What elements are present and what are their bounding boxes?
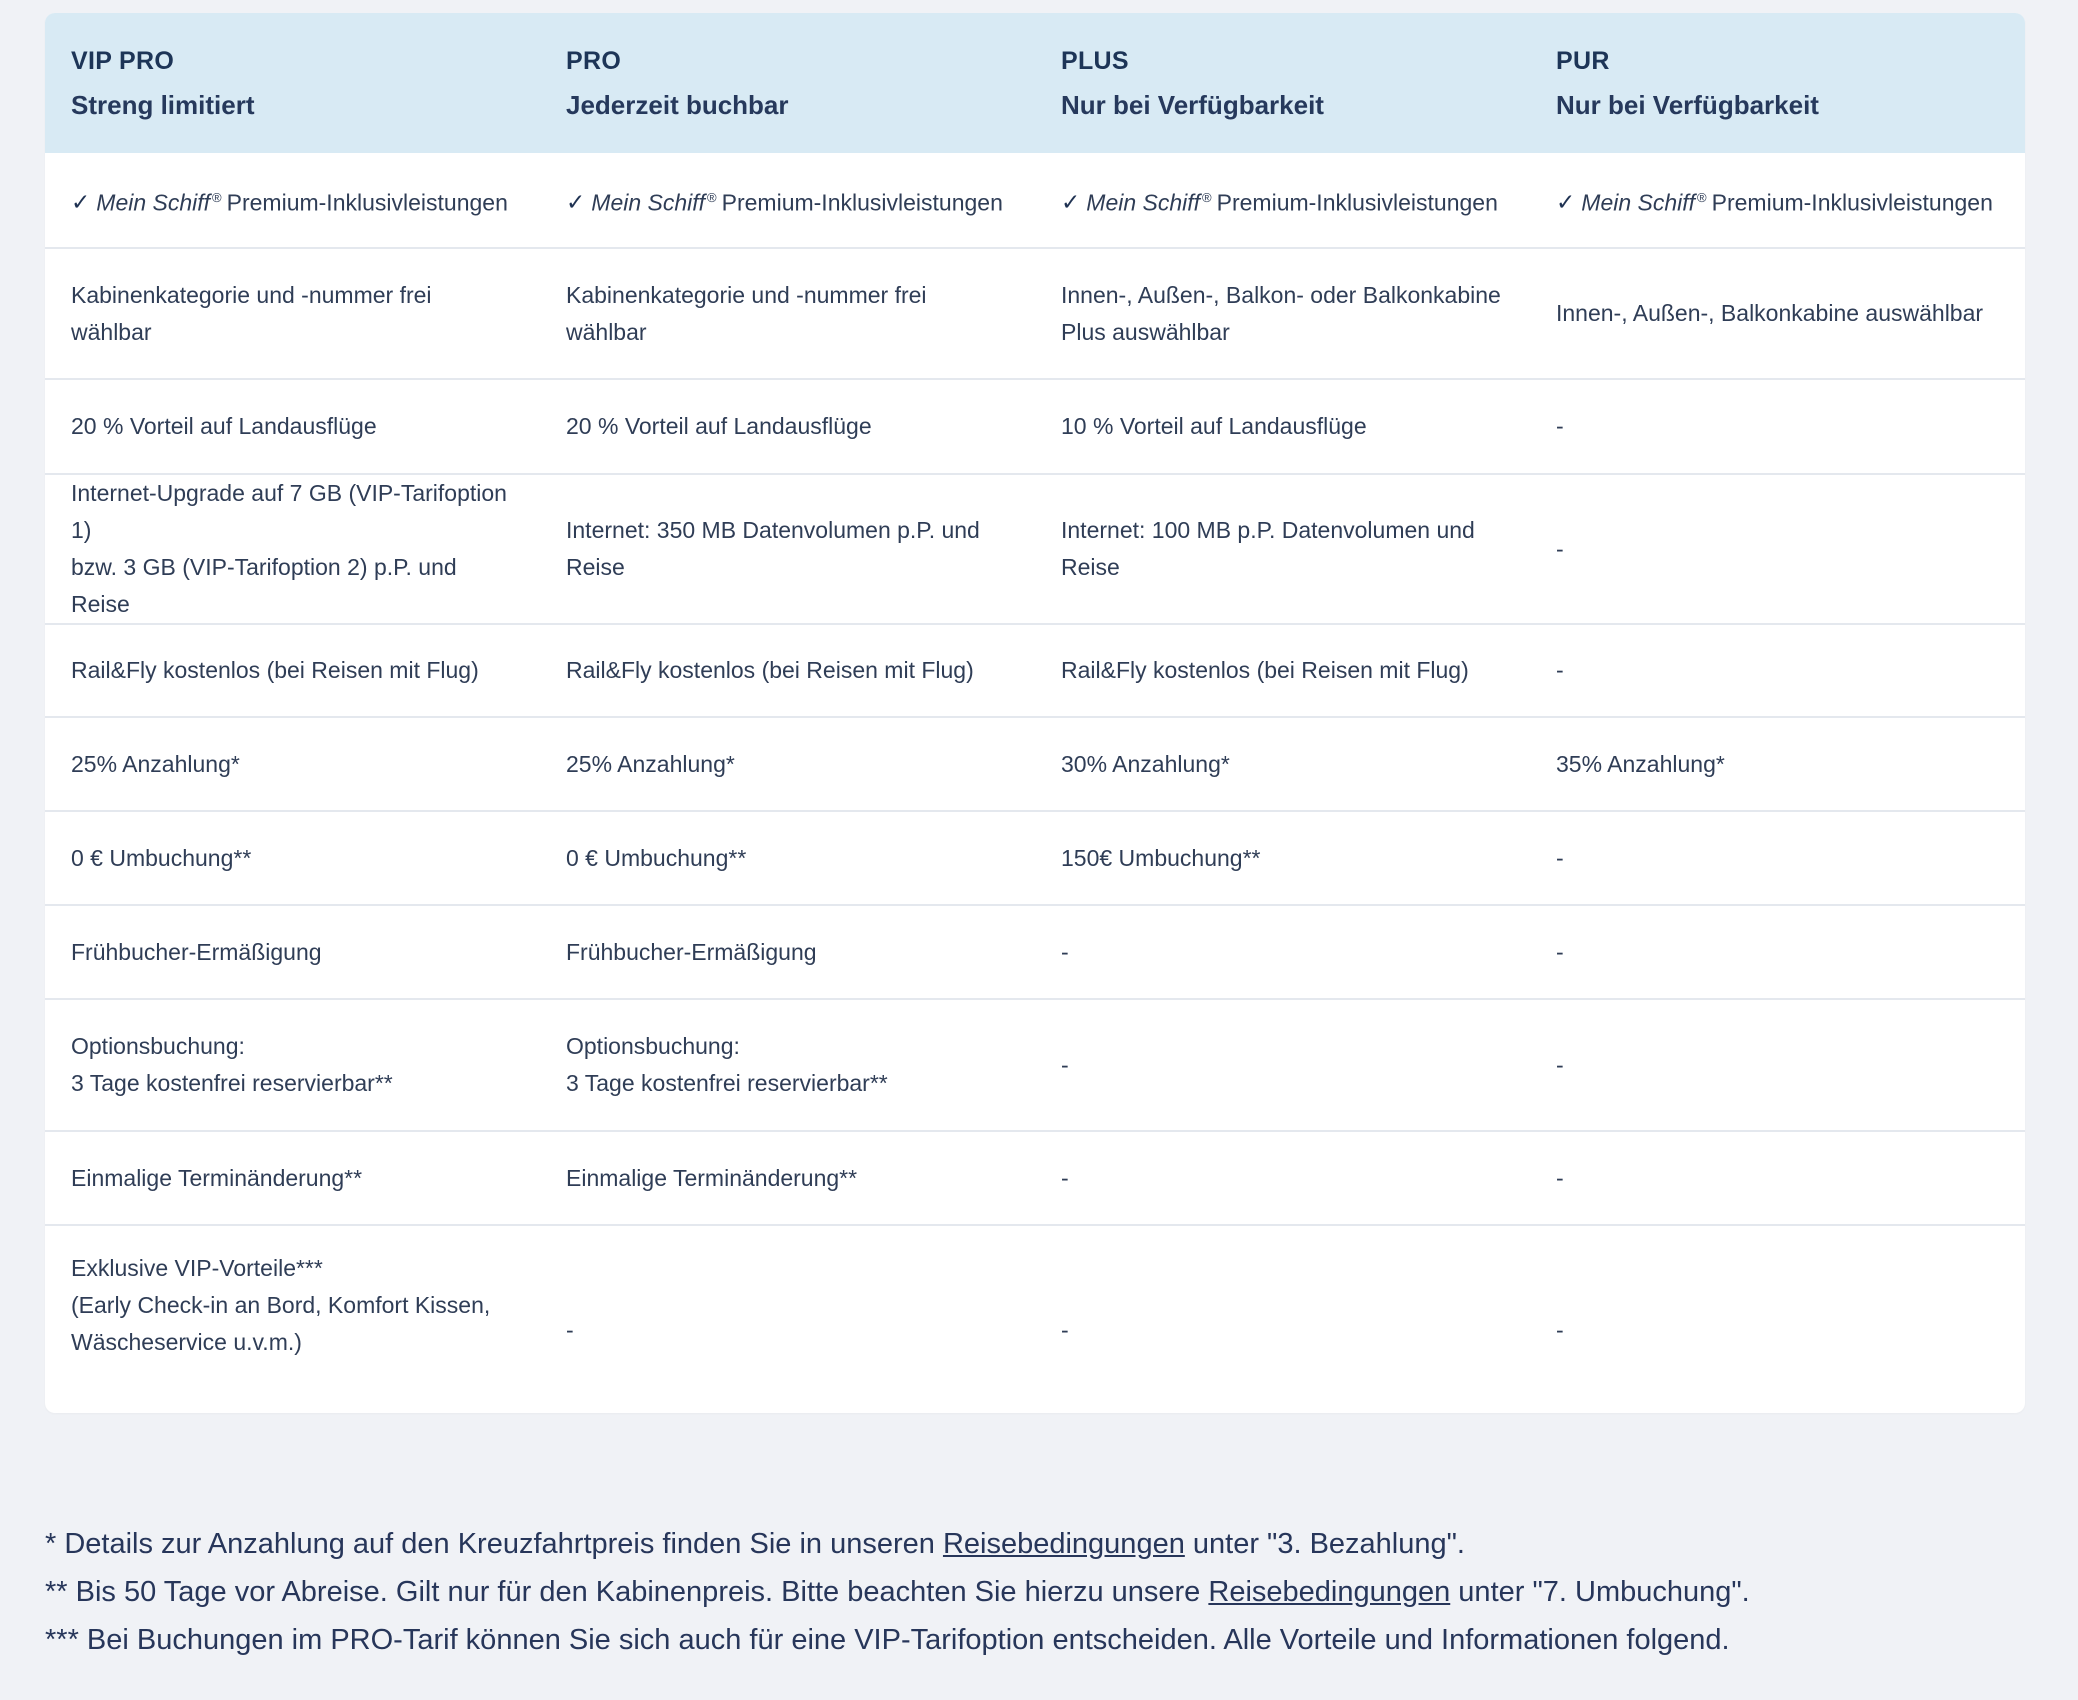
table-cell: Rail&Fly kostenlos (bei Reisen mit Flug) (45, 624, 540, 717)
table-row (45, 811, 2025, 905)
footnote-vip: *** Bei Buchungen im PRO-Tarif können Sie sich auch für eine VIP-Tarifoption entscheiden. Alle Vorteile und Informationen folgend. (45, 1624, 1730, 1656)
table-cell: - (1530, 624, 2025, 717)
inclusive-text: Premium-Inklusivleistungen (226, 189, 508, 216)
footnote-text: * Details zur Anzahlung auf den Kreuzfahrtpreis finden Sie in unseren (45, 1528, 943, 1560)
table-cell (45, 153, 540, 248)
table-cell: - (540, 1225, 1035, 1413)
table-cell (1530, 153, 2025, 248)
table-cell: - (1530, 379, 2025, 474)
table-cell: Rail&Fly kostenlos (bei Reisen mit Flug) (1035, 624, 1530, 717)
table-cell: - (1530, 1225, 2025, 1413)
tier-availability: Nur bei Verfügbarkeit (1556, 90, 1819, 120)
registered-mark: ® (1202, 189, 1212, 205)
table-row (45, 474, 2025, 624)
table-cell: Internet-Upgrade auf 7 GB (VIP-Tarifoption 1) bzw. 3 GB (VIP-Tarifoption 2) p.P. und Reise (45, 474, 540, 624)
table-cell: 20 % Vorteil auf Landausflüge (45, 379, 540, 474)
inclusive-text: Premium-Inklusivleistungen (1216, 189, 1498, 216)
table-cell (540, 153, 1035, 248)
table-cell: - (1530, 474, 2025, 624)
table-cell: - (1530, 811, 2025, 905)
tier-header-vip-pro (45, 13, 540, 153)
registered-mark: ® (707, 189, 717, 205)
table-cell: Internet: 100 MB p.P. Datenvolumen und Reise (1035, 474, 1530, 624)
table-row (45, 999, 2025, 1131)
checkmark-icon: ✓ (566, 189, 586, 216)
checkmark-icon: ✓ (1061, 189, 1081, 216)
table-cell (1035, 153, 1530, 248)
table-row (45, 379, 2025, 474)
table-cell: Optionsbuchung: 3 Tage kostenfrei reservierbar** (540, 999, 1035, 1131)
tier-availability: Nur bei Verfügbarkeit (1061, 90, 1324, 120)
table-cell: Optionsbuchung: 3 Tage kostenfrei reservierbar** (45, 999, 540, 1131)
table-cell: 25% Anzahlung* (45, 717, 540, 811)
table-cell: - (1035, 1131, 1530, 1225)
table-cell: Internet: 350 MB Datenvolumen p.P. und Reise (540, 474, 1035, 624)
tariff-comparison-card (45, 13, 2025, 1413)
footnote-text: unter "7. Umbuchung". (1450, 1576, 1750, 1608)
registered-mark: ® (212, 189, 222, 205)
table-cell: Kabinenkategorie und -nummer frei wählbar (540, 248, 1035, 379)
table-cell: 35% Anzahlung* (1530, 717, 2025, 811)
footnotes (45, 1520, 2025, 1664)
tier-name: PLUS (1061, 47, 1129, 75)
table-cell: - (1530, 905, 2025, 999)
brand-name: Mein Schiff (591, 189, 706, 216)
table-row-inclusive (45, 153, 2025, 248)
table-cell: 0 € Umbuchung** (540, 811, 1035, 905)
table-cell: Frühbucher-Ermäßigung (540, 905, 1035, 999)
table-cell: 150€ Umbuchung** (1035, 811, 1530, 905)
reisebedingungen-link[interactable]: Reisebedingungen (942, 1528, 1185, 1560)
table-cell: Frühbucher-Ermäßigung (45, 905, 540, 999)
table-row (45, 624, 2025, 717)
table-cell: 10 % Vorteil auf Landausflüge (1035, 379, 1530, 474)
brand-name: Mein Schiff (1581, 189, 1696, 216)
footnote-text: unter "3. Bezahlung". (1184, 1528, 1465, 1560)
tariff-comparison-table (45, 13, 2025, 1413)
table-cell: - (1530, 1131, 2025, 1225)
table-cell: - (1530, 999, 2025, 1131)
tier-name: VIP PRO (71, 47, 175, 75)
brand-name: Mein Schiff (1086, 189, 1201, 216)
checkmark-icon: ✓ (1556, 189, 1576, 216)
brand-name: Mein Schiff (96, 189, 211, 216)
table-cell: Rail&Fly kostenlos (bei Reisen mit Flug) (540, 624, 1035, 717)
table-row (45, 905, 2025, 999)
tier-header-pur (1530, 13, 2025, 153)
table-cell: Einmalige Terminänderung** (45, 1131, 540, 1225)
table-header-row (45, 13, 2025, 153)
inclusive-text: Premium-Inklusivleistungen (721, 189, 1003, 216)
tier-name: PUR (1556, 47, 1610, 75)
table-row (45, 1131, 2025, 1225)
table-row (45, 1225, 2025, 1413)
footnote-rebooking (45, 1568, 2025, 1616)
table-cell: Innen-, Außen-, Balkon- oder Balkonkabine Plus auswählbar (1035, 248, 1530, 379)
tier-availability: Streng limitiert (71, 90, 255, 120)
table-cell: - (1035, 1225, 1530, 1413)
inclusive-text: Premium-Inklusivleistungen (1711, 189, 1993, 216)
table-cell: - (1035, 999, 1530, 1131)
footnote-text: ** Bis 50 Tage vor Abreise. Gilt nur für den Kabinenpreis. Bitte beachten Sie hierzu unsere (45, 1576, 1209, 1608)
tier-header-pro (540, 13, 1035, 153)
table-cell: 20 % Vorteil auf Landausflüge (540, 379, 1035, 474)
table-cell: - (1035, 905, 1530, 999)
registered-mark: ® (1697, 189, 1707, 205)
table-row (45, 717, 2025, 811)
tier-header-plus (1035, 13, 1530, 153)
tier-name: PRO (566, 47, 622, 75)
tier-availability: Jederzeit buchbar (566, 90, 789, 120)
table-cell: 30% Anzahlung* (1035, 717, 1530, 811)
table-cell: Einmalige Terminänderung** (540, 1131, 1035, 1225)
table-row (45, 248, 2025, 379)
table-cell: 25% Anzahlung* (540, 717, 1035, 811)
footnote-deposit (45, 1520, 2025, 1568)
checkmark-icon: ✓ (71, 189, 91, 216)
reisebedingungen-link[interactable]: Reisebedingungen (1208, 1576, 1451, 1608)
table-cell: Innen-, Außen-, Balkonkabine auswählbar (1530, 248, 2025, 379)
table-cell: Kabinenkategorie und -nummer frei wählbar (45, 248, 540, 379)
table-cell: 0 € Umbuchung** (45, 811, 540, 905)
table-cell: Exklusive VIP-Vorteile*** (Early Check-in an Bord, Komfort Kissen, Wäscheservice u.v.m.) (45, 1225, 540, 1413)
